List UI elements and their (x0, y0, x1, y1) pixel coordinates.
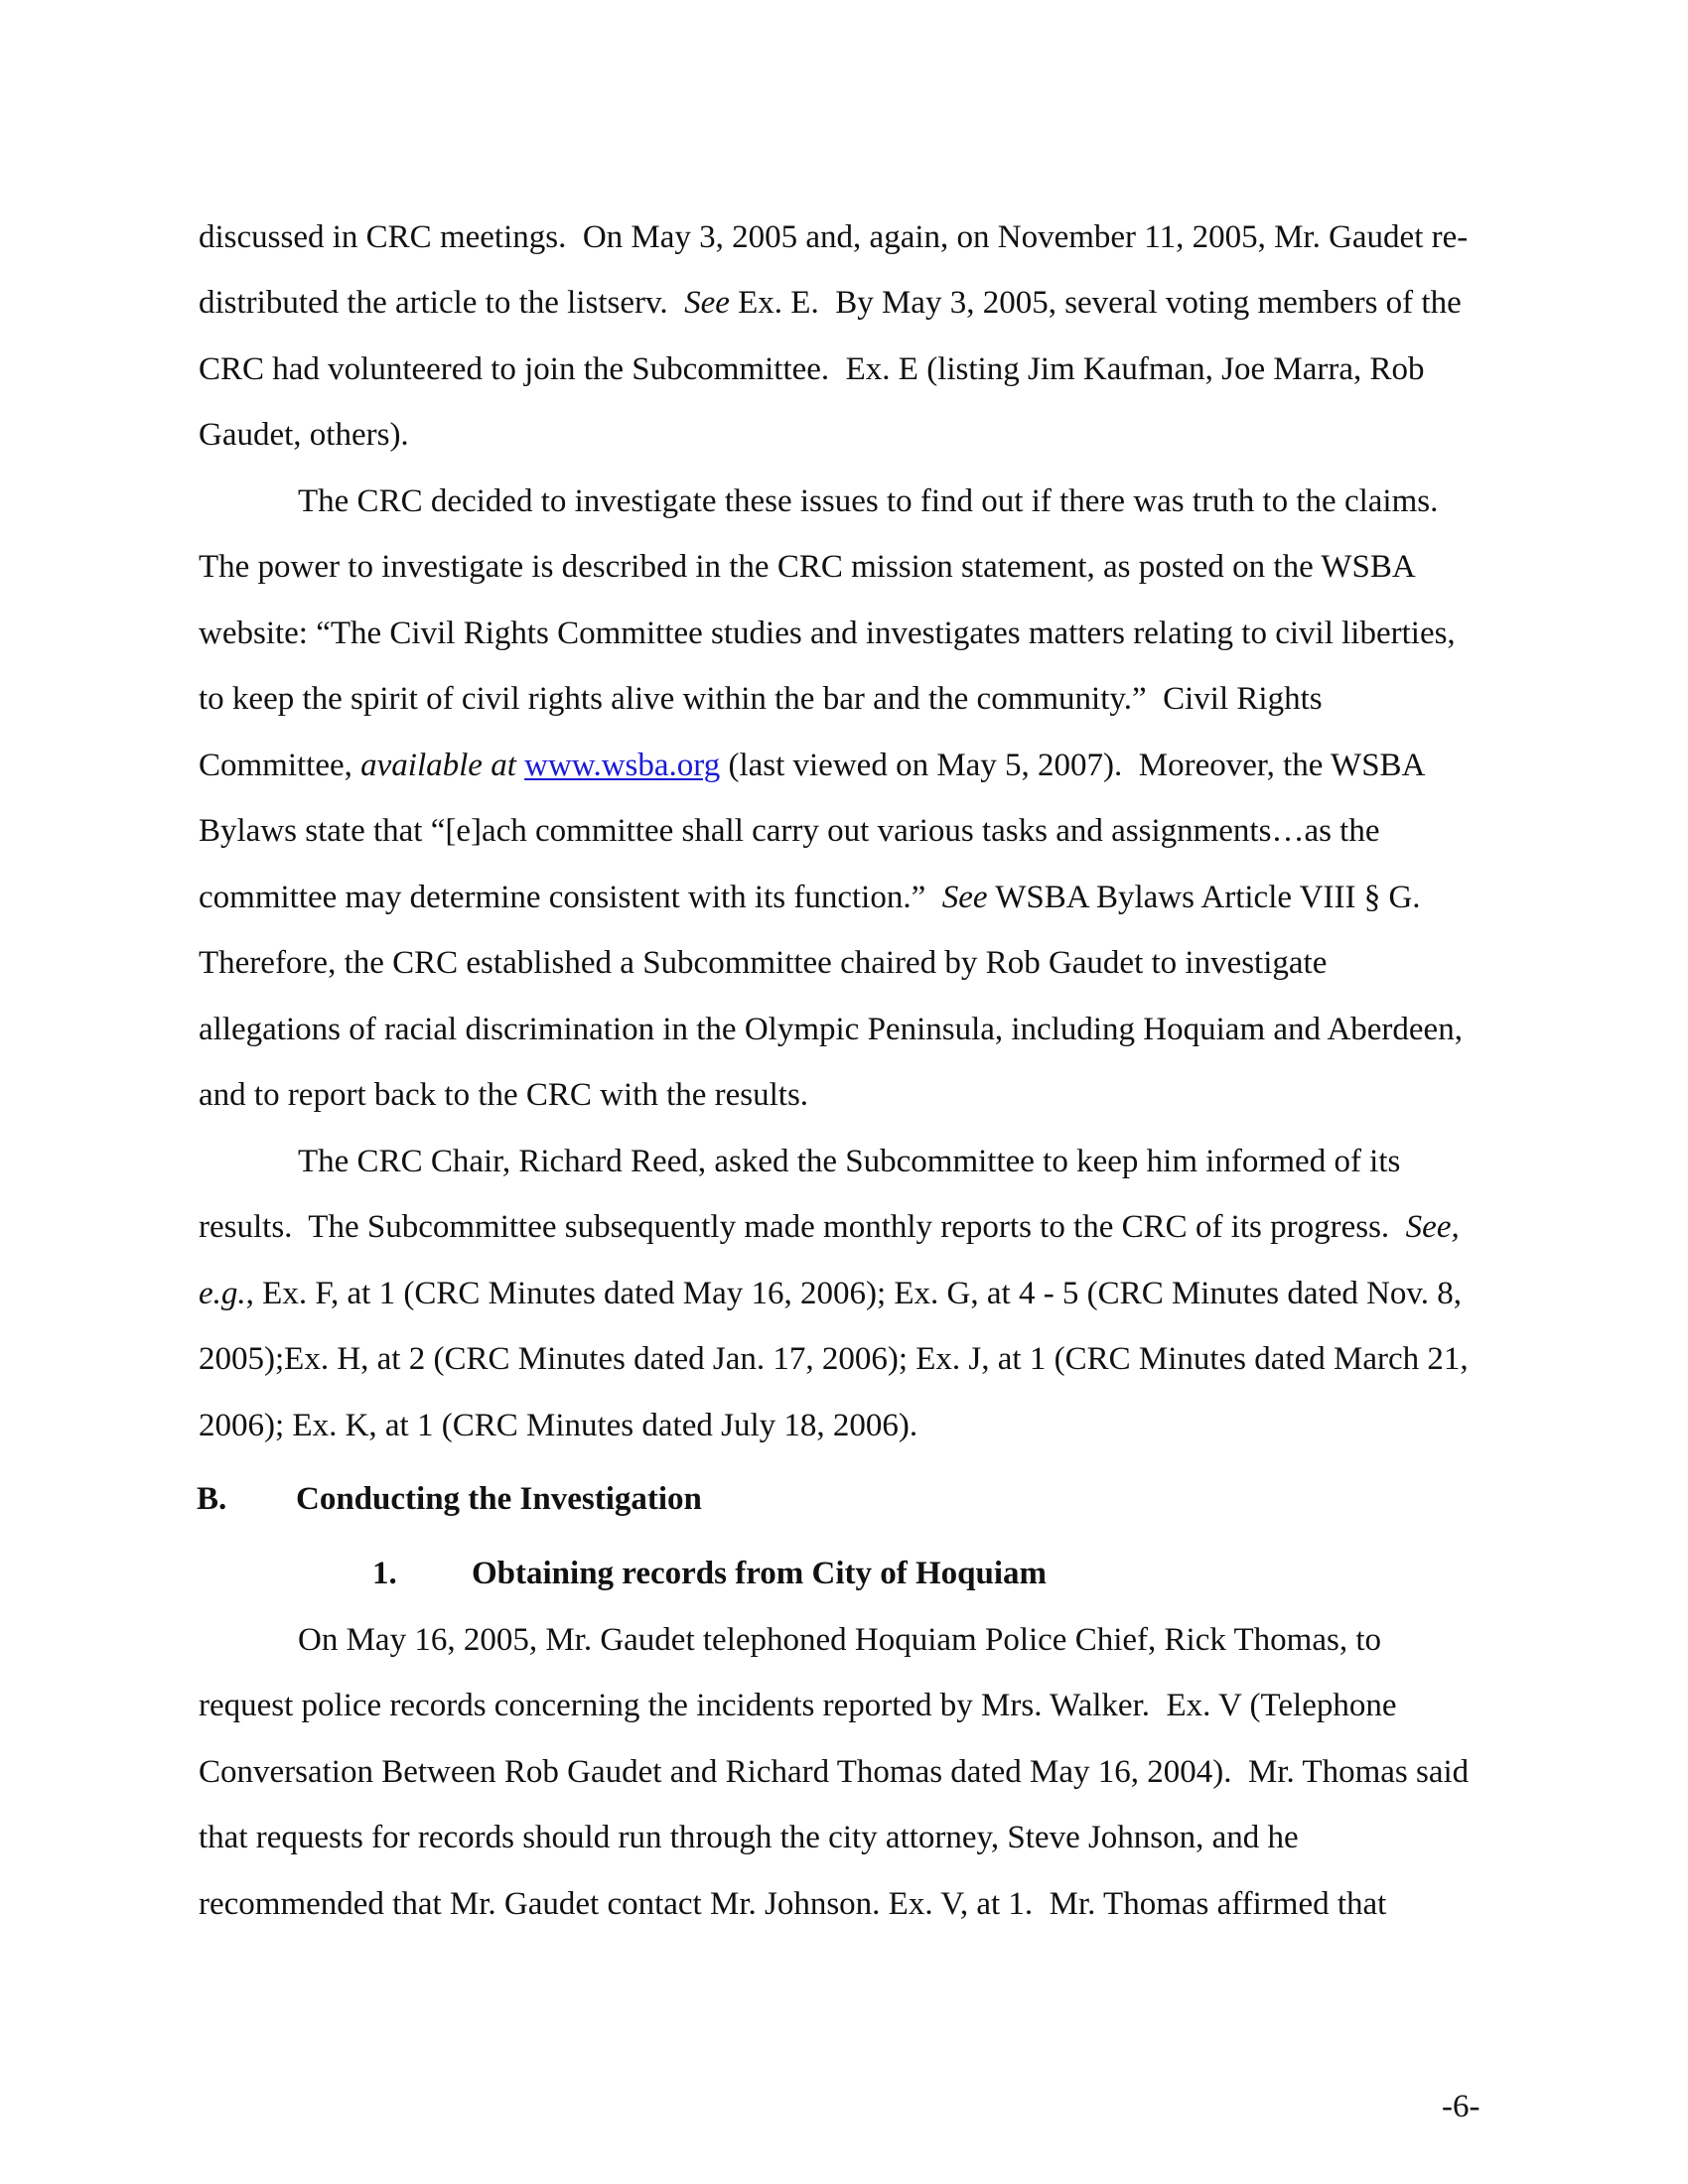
text-segment: The power to investigate is described in the CRC mission statement, as posted on the WSBA (199, 549, 1416, 585)
text-line (199, 679, 1323, 719)
text-line (298, 1620, 1381, 1660)
text-line (199, 1752, 1469, 1792)
heading-title: Obtaining records from City of Hoquiam (472, 1556, 1048, 1591)
text-segment: committee may determine consistent with its function.” (199, 880, 942, 915)
text-segment: Therefore, the CRC established a Subcommittee chaired by Rob Gaudet to investigate (199, 945, 1328, 981)
text-segment: WSBA Bylaws Article VIII § G. (987, 880, 1421, 915)
text-line (199, 1884, 1386, 1924)
italic-text: See (941, 880, 988, 915)
text-segment: request police records concerning the incidents reported by Mrs. Walker. Ex. V (Telephone (199, 1688, 1397, 1723)
text-line (199, 1686, 1397, 1725)
italic-text: See, (1405, 1209, 1460, 1245)
text-line (199, 349, 1425, 389)
text-segment: to keep the spirit of civil rights alive within the bar and the community.” Civil Rights (199, 681, 1323, 717)
text-line (199, 943, 1327, 983)
wsba-link[interactable]: www.wsba.org (524, 748, 721, 783)
text-segment: recommended that Mr. Gaudet contact Mr. Johnson. Ex. V, at 1. Mr. Thomas affirmed that (199, 1886, 1387, 1922)
text-segment: 2005);Ex. H, at 2 (CRC Minutes dated Jan. 17, 2006); Ex. J, at 1 (CRC Minutes dated March 21, (199, 1341, 1469, 1377)
text-line (199, 746, 1425, 785)
text-line (199, 614, 1456, 653)
text-line (199, 547, 1416, 587)
text-segment: Committee, (199, 748, 361, 783)
text-line (199, 1274, 1462, 1313)
text-line (199, 811, 1380, 851)
text-segment: , Ex. F, at 1 (CRC Minutes dated May 16, 2006); Ex. G, at 4 - 5 (CRC Minutes dated Nov. 8, (245, 1276, 1463, 1311)
text-segment: results. The Subcommittee subsequently made monthly reports to the CRC of its progress. (199, 1209, 1406, 1245)
heading-label: 1. (372, 1556, 397, 1591)
text-line (199, 1010, 1463, 1049)
text-segment (516, 748, 524, 783)
text-segment: Conversation Between Rob Gaudet and Richard Thomas dated May 16, 2004). Mr. Thomas said (199, 1754, 1470, 1790)
text-line (298, 481, 1438, 521)
text-line (298, 1142, 1400, 1181)
italic-text: See (684, 285, 730, 321)
text-line (199, 1075, 808, 1115)
text-segment: and to report back to the CRC with the results. (199, 1077, 809, 1113)
text-line (199, 878, 1421, 917)
text-segment: Bylaws state that “[e]ach committee shall carry out various tasks and assignments…as the (199, 813, 1380, 849)
heading-title: Conducting the Investigation (296, 1481, 702, 1517)
text-segment: distributed the article to the listserv. (199, 285, 685, 321)
text-line (199, 1339, 1469, 1379)
text-segment: that requests for records should run through the city attorney, Steve Johnson, and he (199, 1820, 1299, 1855)
text-segment: allegations of racial discrimination in the Olympic Peninsula, including Hoquiam and Aberdeen, (199, 1012, 1463, 1047)
text-segment: discussed in CRC meetings. On May 3, 2005 and, again, on November 11, 2005, Mr. Gaudet re- (199, 219, 1469, 255)
text-segment: Gaudet, others). (199, 417, 409, 453)
text-line (199, 1207, 1460, 1247)
text-line (199, 1406, 917, 1445)
text-segment: Ex. E. By May 3, 2005, several voting members of the (729, 285, 1462, 321)
text-segment: (last viewed on May 5, 2007). Moreover, the WSBA (720, 748, 1426, 783)
page-number: -6- (1442, 2089, 1480, 2124)
text-segment: On May 16, 2005, Mr. Gaudet telephoned Hoquiam Police Chief, Rick Thomas, to (298, 1622, 1381, 1658)
text-line (199, 217, 1468, 257)
text-segment: The CRC Chair, Richard Reed, asked the Subcommittee to keep him informed of its (298, 1144, 1401, 1179)
italic-text: e.g. (199, 1276, 246, 1311)
text-segment: The CRC decided to investigate these issues to find out if there was truth to the claims. (298, 483, 1439, 519)
text-line (199, 415, 409, 455)
text-line (199, 283, 1462, 323)
text-segment: 2006); Ex. K, at 1 (CRC Minutes dated July 18, 2006). (199, 1408, 918, 1443)
text-line (199, 1818, 1299, 1857)
text-segment: website: “The Civil Rights Committee studies and investigates matters relating to civil liberties, (199, 615, 1456, 651)
text-segment: CRC had volunteered to join the Subcommittee. Ex. E (listing Jim Kaufman, Joe Marra, Rob (199, 351, 1425, 387)
heading-label: B. (197, 1481, 227, 1517)
italic-text: available at (360, 748, 516, 783)
